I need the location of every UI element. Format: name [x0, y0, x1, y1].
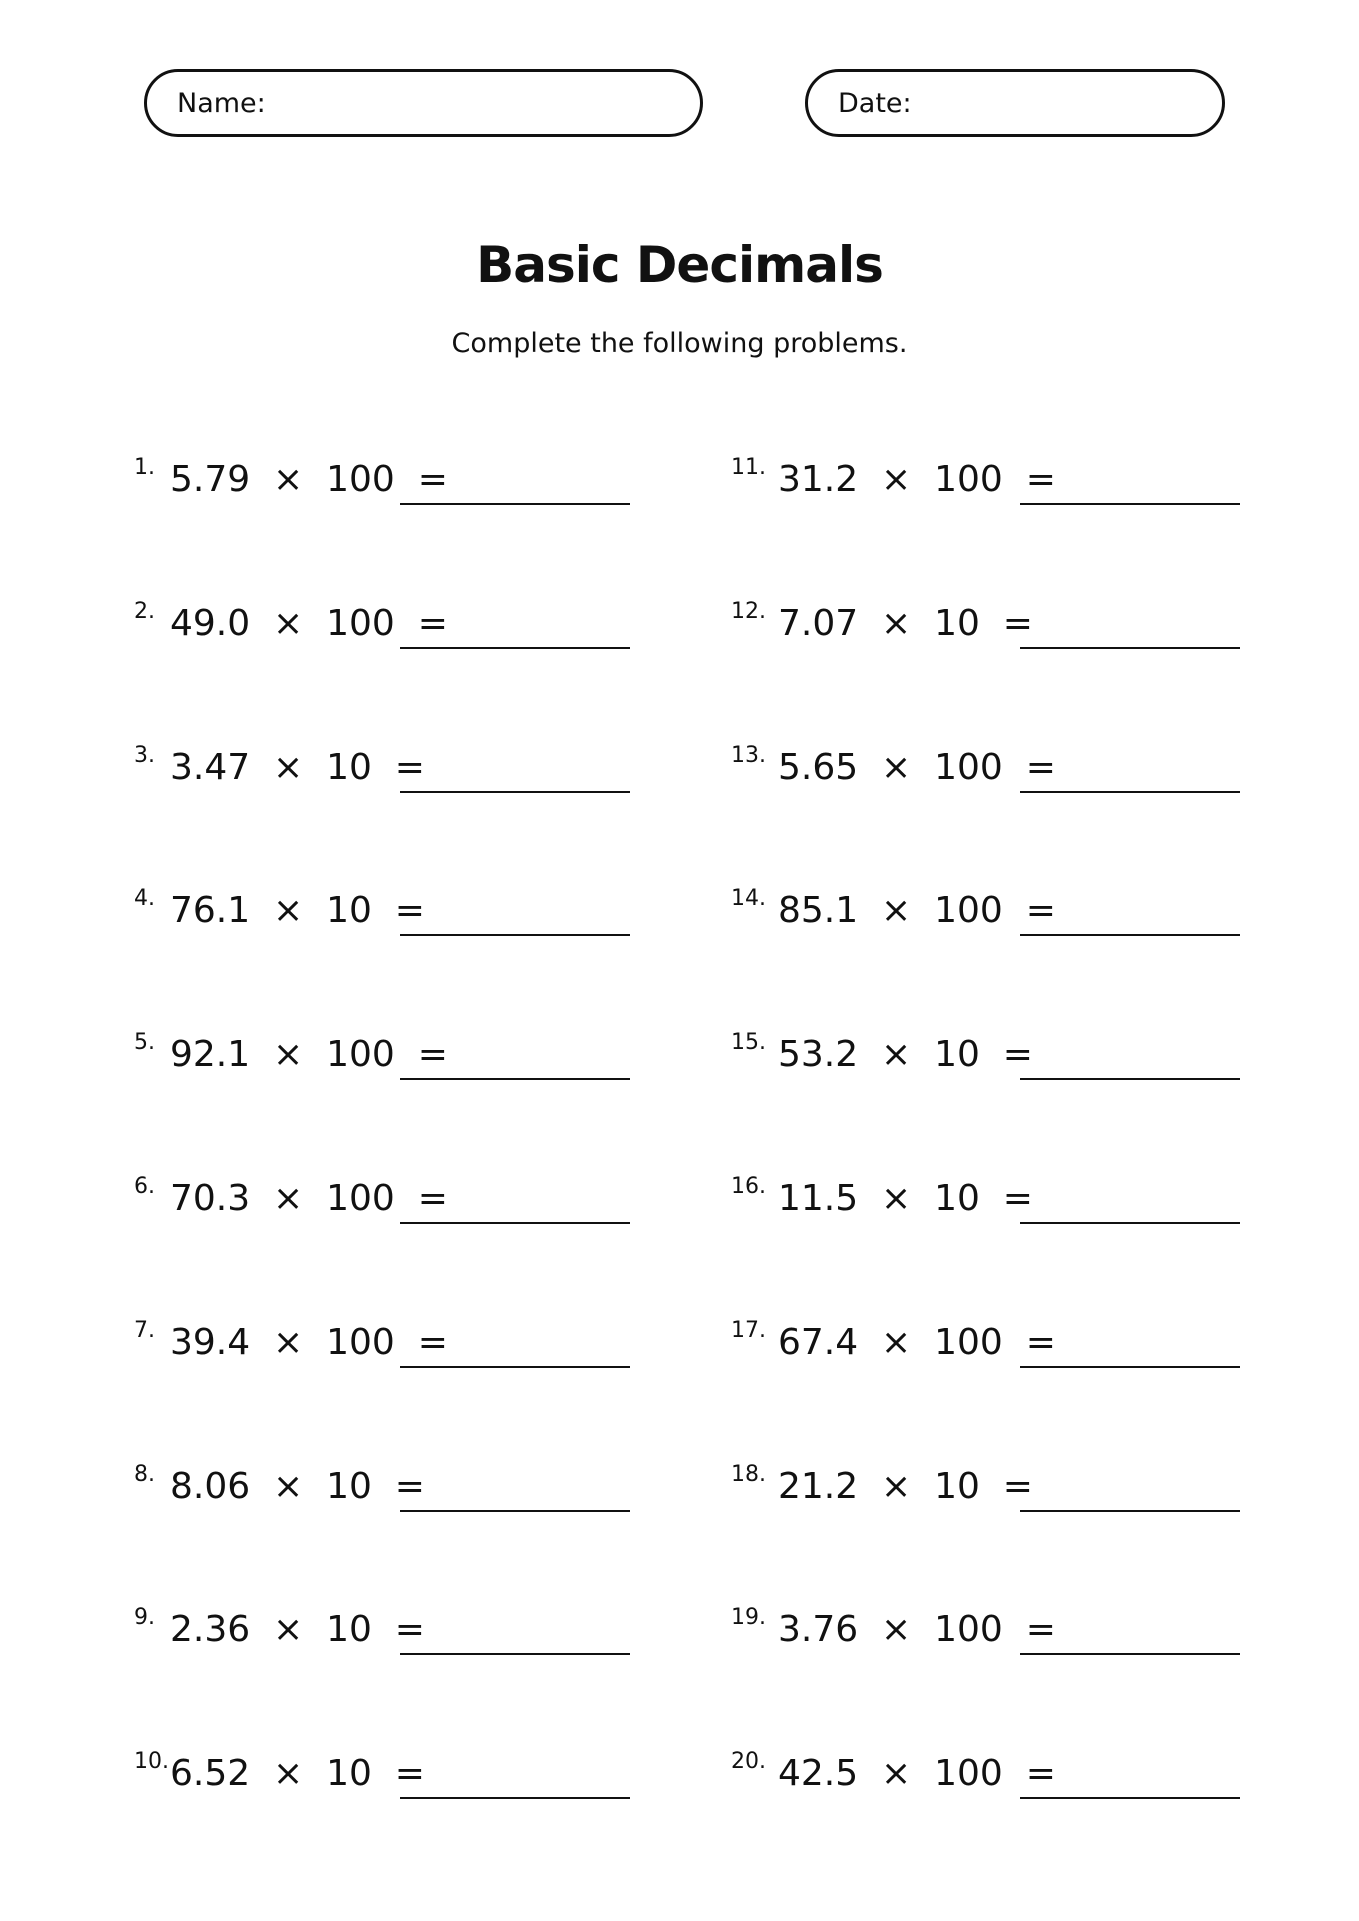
- problem-expression: 76.1 × 10 =: [170, 890, 425, 932]
- name-field[interactable]: [144, 69, 703, 137]
- problem-expression: 85.1 × 100 =: [778, 890, 1056, 932]
- problem-expression: 49.0 × 100 =: [170, 602, 448, 644]
- problem-number: 14.: [731, 886, 766, 912]
- problem-number: 3.: [134, 742, 155, 768]
- problem-number: 7.: [134, 1317, 155, 1343]
- problem-number: 9.: [134, 1605, 155, 1631]
- answer-blank[interactable]: [1020, 791, 1240, 793]
- problem-number: 12.: [731, 598, 766, 624]
- answer-blank[interactable]: [1020, 1653, 1240, 1655]
- problem-number: 5.: [134, 1030, 155, 1056]
- problem-number: 6.: [134, 1174, 155, 1199]
- date-field[interactable]: [805, 69, 1225, 137]
- problem-number: 19.: [731, 1605, 766, 1631]
- problem-item: [0, 886, 1359, 946]
- problem-expression: 7.07 × 10 =: [778, 602, 1033, 644]
- problem-expression: 5.65 × 100 =: [778, 746, 1056, 788]
- worksheet-instructions: Complete the following problems.: [451, 328, 908, 359]
- problem-item: [0, 1462, 1359, 1522]
- problem-expression: 3.76 × 100 =: [778, 1609, 1056, 1651]
- worksheet-title: Basic Decimals: [476, 236, 883, 294]
- answer-blank[interactable]: [1020, 647, 1240, 649]
- problem-item: [0, 743, 1359, 803]
- problem-expression: 5.79 × 100 =: [170, 459, 448, 500]
- problem-item: [0, 1605, 1359, 1665]
- problem-expression: 92.1 × 100 =: [170, 1034, 448, 1076]
- problem-expression: 11.5 × 10 =: [778, 1178, 1033, 1219]
- problem-number: 1.: [134, 455, 155, 480]
- answer-blank[interactable]: [1020, 1222, 1240, 1224]
- problem-expression: 39.4 × 100 =: [170, 1321, 448, 1363]
- problem-expression: 31.2 × 100 =: [778, 459, 1056, 500]
- name-label: Name:: [177, 87, 266, 119]
- problem-expression: 67.4 × 100 =: [778, 1321, 1056, 1363]
- problem-expression: 70.3 × 100 =: [170, 1178, 448, 1219]
- answer-blank[interactable]: [1020, 1078, 1240, 1080]
- problem-number: 13.: [731, 742, 766, 768]
- answer-blank[interactable]: [1020, 1366, 1240, 1368]
- problem-number: 16.: [731, 1174, 766, 1199]
- problem-item: [0, 455, 1359, 515]
- problem-number: 17.: [731, 1317, 766, 1343]
- problem-item: [0, 599, 1359, 659]
- problem-expression: 53.2 × 10 =: [778, 1034, 1033, 1076]
- problem-number: 11.: [731, 455, 766, 480]
- problem-number: 4.: [134, 886, 155, 912]
- problem-expression: 42.5 × 100 =: [778, 1753, 1056, 1795]
- problem-item: [0, 1318, 1359, 1378]
- date-label: Date:: [838, 87, 912, 119]
- problem-expression: 2.36 × 10 =: [170, 1609, 425, 1651]
- problem-number: 8.: [134, 1461, 155, 1487]
- answer-blank[interactable]: [1020, 1510, 1240, 1512]
- problem-expression: 6.52 × 10 =: [170, 1753, 425, 1795]
- answer-blank[interactable]: [1020, 503, 1240, 505]
- problem-expression: 3.47 × 10 =: [170, 746, 425, 788]
- answer-blank[interactable]: [1020, 934, 1240, 936]
- problem-number: 20.: [731, 1749, 766, 1775]
- problem-number: 18.: [731, 1461, 766, 1487]
- problem-item: [0, 1030, 1359, 1090]
- problem-number: 2.: [134, 598, 155, 624]
- problem-number: 10.: [134, 1749, 169, 1775]
- problem-number: 15.: [731, 1030, 766, 1056]
- answer-blank[interactable]: [1020, 1797, 1240, 1799]
- problem-item: [0, 1749, 1359, 1809]
- problem-item: [0, 1174, 1359, 1234]
- problem-expression: 8.06 × 10 =: [170, 1465, 425, 1507]
- problem-expression: 21.2 × 10 =: [778, 1465, 1033, 1507]
